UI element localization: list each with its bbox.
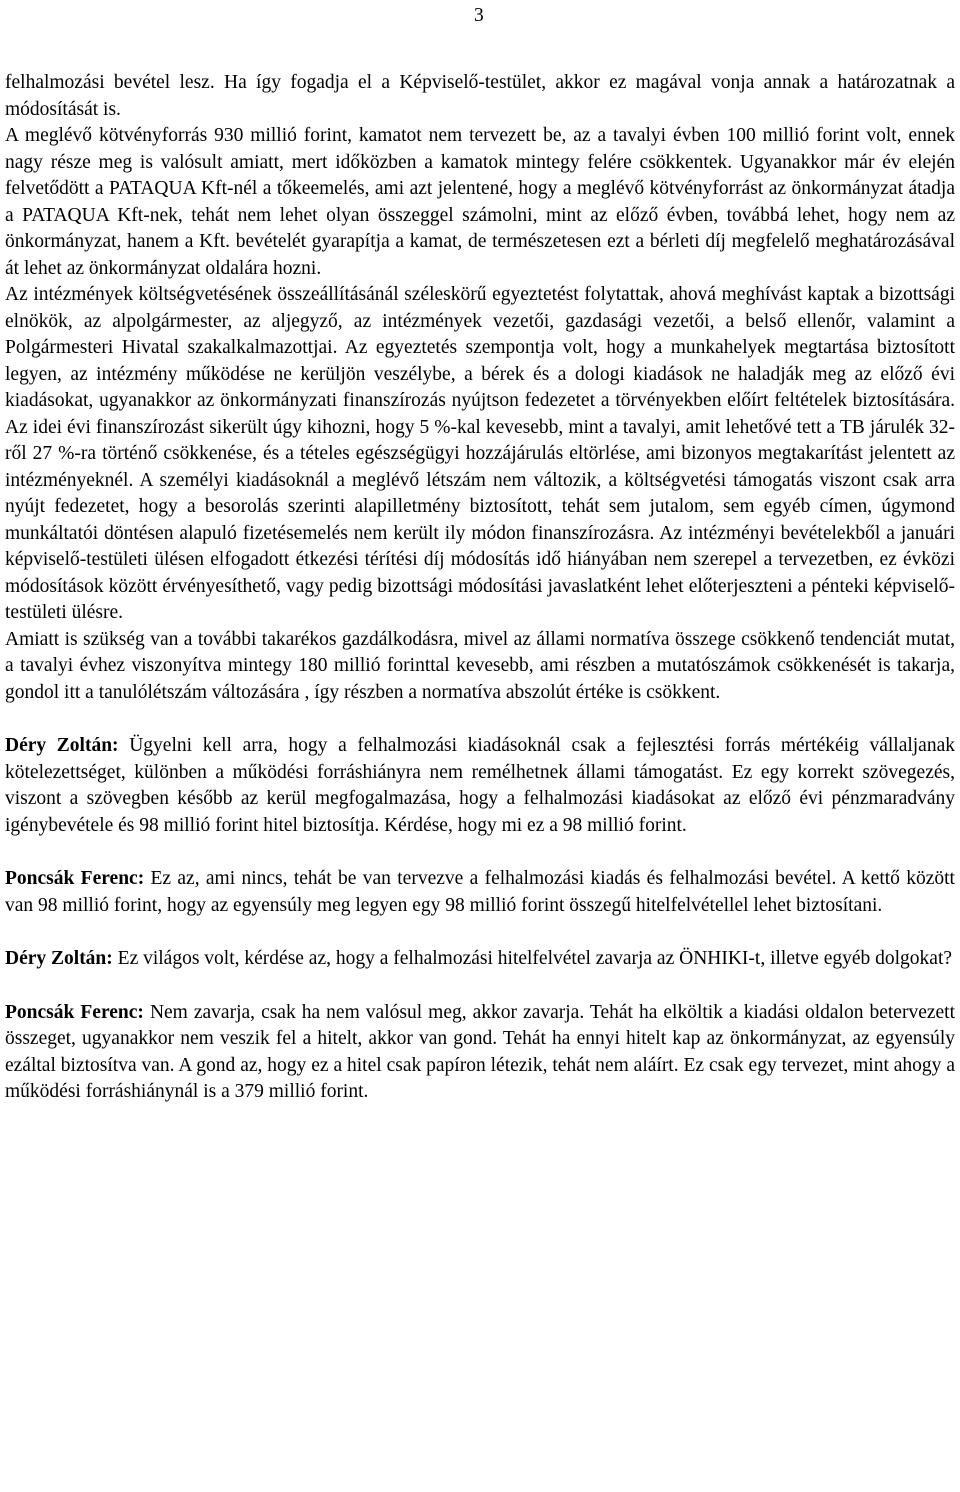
paragraph-text: Nem zavarja, csak ha nem valósul meg, akkor zavarja. Tehát ha elköltik a kiadási oldalon betervezett összeget, ugyanakkor nem veszik fel a hitelt, akkor van gond. Tehát ha ennyi hitelt kap az önkormányzat, az egyensúly ezáltal biztosítva van. A gond az, hogy ez a hitel csak papíron létezik, tehát nem aláírt. Ez csak egy tervezet, mint ahogy a működési forráshiánynál is a 379 millió forint. <box>5 1001 955 1102</box>
paragraph-text: felhalmozási bevétel lesz. Ha így fogadja el a Képviselő-testület, akkor ez magával vonja annak a határozatnak a módosítását is. <box>5 72 955 120</box>
page-number: 3 <box>474 5 484 26</box>
speaker-name: Poncsák Ferenc: <box>5 868 145 889</box>
paragraph-3 <box>5 282 955 627</box>
document-body <box>5 70 955 1106</box>
paragraph-spacer <box>5 839 955 866</box>
speaker-name: Poncsák Ferenc: <box>5 1001 144 1023</box>
paragraph-text: Ügyelni kell arra, hogy a felhalmozási kiadásoknál csak a fejlesztési forrás mértékéig vállaljanak kötelezettséget, különben a működési forráshiányra nem remélhetnek állami támogatást. Ez egy korrekt szövegezés, viszont a szövegben később az kerül megfogalmazása, hogy a felhalmozási kiadásokat az előző évi pénzmaradvány igénybevétele és 98 millió forint hitel biztosítja. Kérdése, hogy mi ez a 98 millió forint. <box>5 735 955 836</box>
paragraph-spacer <box>5 706 955 733</box>
paragraph-text: A meglévő kötvényforrás 930 millió forint, kamatot nem tervezett be, az a tavalyi évben 100 millió forint volt, ennek nagy része meg is valósult amiatt, mert időközben a kamatok mintegy felére csökkentek. Ugyanakkor már év elején felvetődött a PATAQUA Kft-nél a tőkeemelés, ami azt jelentené, hogy a meglévő kötvényforrást az önkormányzat átadja a PATAQUA Kft-nek, tehát nem lehet olyan összeggel számolni, mint az előző évben, továbbá lehet, hogy nem az önkormányzat, hanem a Kft. bevételét gyarapítja a kamat, de természetesen ezt a bérleti díj megfelelő meghatározásával át lehet az önkormányzat oldalára hozni. <box>5 125 955 279</box>
paragraph-text: Ez világos volt, kérdése az, hogy a felhalmozási hitelfelvétel zavarja az ÖNHIKI-t, illetve egyéb dolgokat? <box>112 948 953 969</box>
paragraph-8 <box>5 1000 955 1106</box>
paragraph-text: Az intézmények költségvetésének összeállításánál széleskörű egyeztetést folytattak, ahová meghívást kaptak a bizottsági elnökök, az alpolgármester, az aljegyző, az intézmények vezetői, gazdasági vezetői, a belső ellenőr, valamint a Polgármesteri Hivatal szakalkalmazottjai. Az egyeztetés szempontja volt, hogy a munkahelyek megtartása biztosított legyen, az intézmény működése ne kerüljön veszélybe, a bérek és a dologi kiadások ne haladják meg az előző évi kiadásokat, ugyanakkor az önkormányzati finanszírozás nyújtson fedezetet a törvényekben előírt feltételek biztosítására. Az idei évi finanszírozást sikerült úgy kihozni, hogy 5 %-kal kevesebb, mint a tavalyi, amit lehetővé tett a TB járulék 32-ről 27 %-ra történő csökkenése, és a tételes egészségügyi hozzájárulás eltörlése, ami bizonyos megtakarítást jelentett az intézményeknél. A személyi kiadásoknál a meglévő létszám nem változik, a költségvetési támogatás viszont csak arra nyújt fedezetet, hogy a besorolás szerinti alapilletmény biztosított, tehát sem jutalom, sem egyéb címen, úgymond munkáltatói döntésen alapuló fizetésemelés nem került ily módon finanszírozásra. Az intézményi bevételekből a januári képviselő-testületi ülésen elfogadott étkezési térítési díj módosítás idő hiányában nem szerepel a tervezetben, ez évközi módosítások között érvényesíthető, vagy pedig bizottsági módosítási javaslatként lehet előterjeszteni a pénteki képviselő-testületi ülésre. <box>5 284 955 623</box>
paragraph-4 <box>5 627 955 707</box>
paragraph-5 <box>5 733 955 839</box>
paragraph-text: Amiatt is szükség van a további takarékos gazdálkodásra, mivel az állami normatíva összege csökkenő tendenciát mutat, a tavalyi évhez viszonyítva mintegy 180 millió forinttal kevesebb, ami részben a mutatószámok csökkenését is takarja, gondol itt a tanulólétszám változására , így részben a normatíva abszolút értéke is csökkent. <box>5 628 955 703</box>
paragraph-2 <box>5 123 955 282</box>
speaker-name: Déry Zoltán: <box>5 735 119 756</box>
paragraph-spacer <box>5 973 955 1000</box>
paragraph-6 <box>5 866 955 919</box>
speaker-name: Déry Zoltán: <box>5 948 113 969</box>
paragraph-1 <box>5 70 955 123</box>
paragraph-spacer <box>5 919 955 946</box>
paragraph-text: Ez az, ami nincs, tehát be van tervezve a felhalmozási kiadás és felhalmozási bevétel. A kettő között van 98 millió forint, hogy az egyensúly meg legyen egy 98 millió forint összegű hitelfelvétellel lehet biztosítani. <box>5 868 955 916</box>
paragraph-7 <box>5 946 955 973</box>
